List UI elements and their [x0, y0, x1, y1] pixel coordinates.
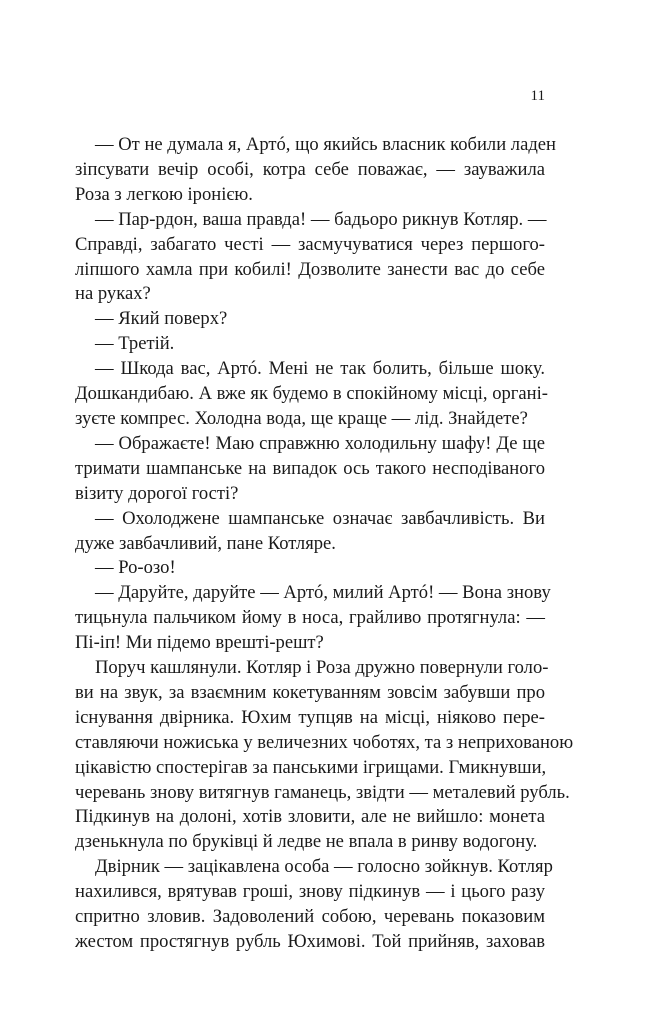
paragraph	[75, 656, 574, 855]
paragraph	[75, 556, 545, 581]
paragraph	[75, 507, 545, 557]
text-line: спритно зловив. Задоволений собою, черевань показовим	[75, 906, 545, 928]
text-line: — Ро-озо!	[95, 557, 176, 579]
text-line: Справді, забагато честі — засмучуватися через першого-	[75, 233, 545, 255]
text-line: Дошкандибаю. А вже як будемо в спокійному місці, органі-	[75, 383, 548, 405]
paragraph	[75, 307, 545, 332]
text-line: Роза з легкою іронією.	[75, 183, 253, 205]
text-line: Поруч кашлянули. Котляр і Роза дружно повернули голо-	[95, 657, 549, 679]
text-line: ставляючи ножиська у величезних чоботях, та з неприхованою	[75, 731, 574, 753]
text-line: дуже завбачливий, пане Котляре.	[75, 532, 336, 554]
text-line: — Третій.	[95, 333, 175, 355]
text-line: нахилився, врятував гроші, знову підкинув — і цього разу	[75, 881, 545, 903]
text-line: Пі-іп! Ми підемо врешті-решт?	[75, 632, 324, 654]
text-line: — Охолоджене шампанське означає завбачливість. Ви	[95, 507, 545, 529]
text-line: черевань знову витягнув гаманець, звідти — металевий рубль.	[75, 781, 570, 803]
body-text	[75, 133, 574, 955]
text-line: дзенькнула по бруківці й ледве не впала в ринву водогону.	[75, 831, 538, 853]
text-line: на руках?	[75, 283, 151, 305]
text-line: зуєте компрес. Холодна вода, ще краще — лід. Знайдете?	[75, 407, 528, 429]
text-line: існування двірника. Юхим тупцяв на місці, ніяково пере-	[75, 706, 545, 728]
paragraph	[75, 855, 553, 955]
paragraph	[75, 208, 545, 308]
text-line: — Даруйте, даруйте — Артó, милий Артó! — Вона знову	[95, 582, 551, 604]
text-line: — Ображаєте! Маю справжню холодильну шафу! Де ще	[95, 432, 545, 454]
text-line: зіпсувати вечір особі, котра себе поважає, — зауважила	[75, 158, 545, 180]
text-line: ви на звук, за взаємним кокетуванням зовсім забувши про	[75, 681, 545, 703]
text-line: візиту дорогої гості?	[75, 482, 239, 504]
text-line: цікавістю спостерігав за панськими ігрищами. Гмикнувши,	[75, 756, 547, 778]
paragraph	[75, 332, 545, 357]
paragraph	[75, 581, 551, 656]
paragraph	[75, 133, 556, 208]
paragraph	[75, 432, 545, 507]
page-number: 11	[530, 88, 545, 104]
text-line: тримати шампанське на випадок ось такого несподіваного	[75, 457, 545, 479]
text-line: — От не думала я, Артó, що якийсь власник кобили ладен	[95, 134, 556, 155]
text-line: тицьнула пальчиком йому в носа, грайливо протягнула: —	[75, 607, 545, 629]
text-line: — Який поверх?	[95, 308, 228, 330]
text-line: ліпшого хамла при кобилі! Дозволите занести вас до себе	[75, 258, 545, 280]
text-line: Двірник — зацікавлена особа — голосно зойкнув. Котляр	[95, 856, 553, 878]
text-line: — Шкода вас, Артó. Мені не так болить, більше шоку.	[95, 358, 545, 380]
paragraph	[75, 357, 548, 432]
text-line: Підкинув на долоні, хотів зловити, але не вийшло: монета	[75, 806, 545, 828]
text-line: жестом простягнув рубль Юхимові. Той прийняв, заховав	[75, 931, 545, 952]
text-line: — Пар-рдон, ваша правда! — бадьоро рикнув Котляр. —	[95, 208, 547, 230]
